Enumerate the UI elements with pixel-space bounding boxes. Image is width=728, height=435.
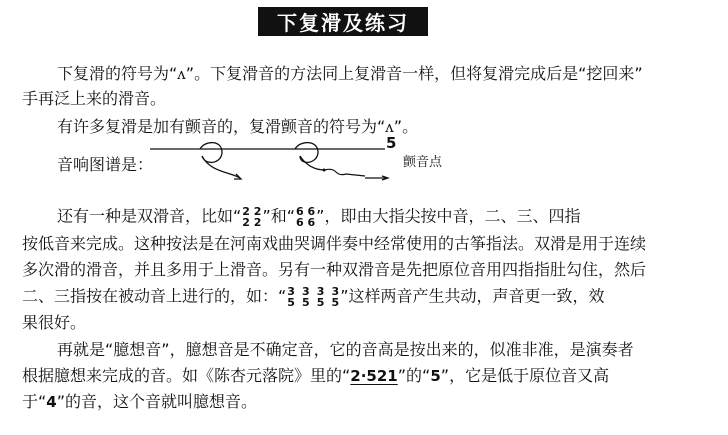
text: ”和“ xyxy=(262,206,296,226)
para1-line1 xyxy=(57,64,727,84)
text: 有许多复滑是加有颤音的，复滑颤音的符号为“ xyxy=(57,117,386,136)
text: ”的音，这个音就叫臆想音。 xyxy=(56,392,258,411)
sound-pattern-diagram xyxy=(150,142,410,182)
note-pair: 3 5 xyxy=(302,285,310,309)
text: ”，它是低于原位音又高 xyxy=(440,366,610,385)
co-motion-example xyxy=(286,286,340,308)
text: ”，即由大指尖按中音，二、三、四指 xyxy=(316,206,581,226)
para3-line4 xyxy=(22,286,728,308)
para3-line2: 按低音来完成。这种按法是在河南戏曲哭调伴奏中经常使用的古筝指法。双滑是用于连续 xyxy=(22,234,647,253)
tremolo-line xyxy=(300,156,365,176)
note-pair: 3 5 xyxy=(316,285,325,309)
tremolo-slide-symbol: ᴧ xyxy=(385,118,394,136)
text: 下复滑的符号为“ xyxy=(57,64,178,83)
slide-return-1 xyxy=(202,156,240,178)
para1-line2: 手再泛上来的滑音。 xyxy=(22,89,167,108)
para3-line3: 多次滑的滑音，并且多用于上滑音。另有一种双滑音是先把原位音用四指指肚勾住，然后 xyxy=(22,260,647,279)
text: ”。下复滑音的方法同上复滑音一样，但将复滑完成后是“挖回来” xyxy=(185,64,643,83)
para3-line5: 果很好。 xyxy=(22,313,87,332)
text: 于“ xyxy=(22,392,47,411)
note-pair: 3 5 xyxy=(287,285,295,309)
double-slide-example-2: 6 6 6 6 xyxy=(296,205,316,229)
tremolo-point-label: 颤音点 xyxy=(403,155,443,170)
note-five-ref: 5 xyxy=(430,367,441,385)
note-four-ref: 4 xyxy=(46,393,57,411)
slide-loop-2 xyxy=(295,143,318,163)
tremolo-point xyxy=(323,169,326,172)
diagram-label: 音响图谱是： xyxy=(57,155,154,174)
slide-down-symbol: ᴧ xyxy=(177,65,186,83)
text: ”。 xyxy=(393,117,419,136)
text: 根据臆想来完成的音。如《陈杏元落院》里的“ xyxy=(22,366,351,385)
double-slide-example-1: 2 2 2 2 xyxy=(242,205,262,229)
text: 二、三指按在被动音上进行的，如：“ xyxy=(22,286,287,306)
para4-line3 xyxy=(22,392,728,412)
note-pair: 3 5 xyxy=(331,285,340,309)
section-title: 下复滑及练习 xyxy=(258,7,428,36)
text: 还有一种是双滑音，比如“ xyxy=(57,206,242,226)
para4-line1: 再就是“臆想音”，臆想音是不确定音，它的音高是按出来的，似准非准，是演奏者 xyxy=(57,340,634,359)
para3-line1 xyxy=(57,206,728,228)
note-five: 5 xyxy=(386,134,397,152)
notation-example: 2·521 xyxy=(350,367,398,385)
text: ”的“ xyxy=(397,366,431,385)
text: ”这样两音产生共动，声音更一致，效 xyxy=(340,286,605,306)
para4-line2 xyxy=(22,366,728,386)
